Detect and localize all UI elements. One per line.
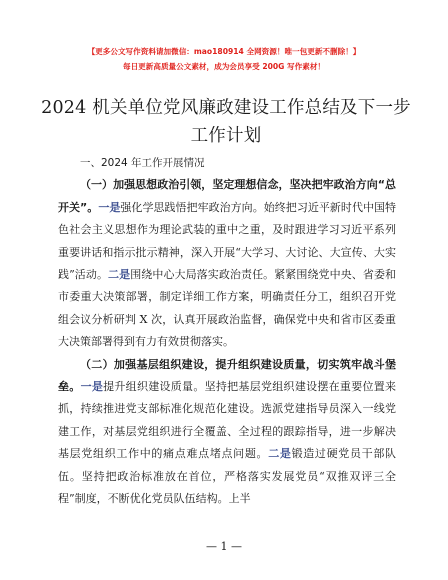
paragraph-2-heading: （二）加强基层组织建设，提升组织建设质量，切实筑牢战斗堡垒。 [58,357,396,394]
paragraph-1-lead-2: 二是 [108,268,131,282]
paragraph-1 [58,174,396,353]
paragraph-2-lead: 一是 [80,380,104,394]
paragraph-1-text: 强化学思践悟把牢政治方向。始终把习近平新时代中国特色社会主义思想作为理论武装的重中之重，及时跟进学习习近平系列重要讲话和指示批示精神，深入开展“大学习、大讨论、大宣传、大实践”活动。 [58,200,397,282]
paragraph-2 [58,354,396,511]
paragraph-1-text-2: 围绕中心大局落实政治责任。紧紧围绕党中央、省委和市委重大决策部署，制定详细工作方案，明确责任分工，组织召开党组会议分析研判 X 次，认真开展政治监督，确保党中央和省市区委重大决策部署得到有力有效贯彻落实。 [58,268,397,349]
promo-line-1: 【更多公文写作资料请加微信：mao180914 全网资源！唯一包更新不删除！】 [87,47,361,56]
paragraph-2-text-2: 锻造过硬党员干部队伍。坚持把政治标准放在首位，严格落实发展党员“双推双评三全程”制度，不断优化党员队伍结构。上半 [58,447,397,506]
document-title: 2024 机关单位党风廉政建设工作总结及下一步工作计划 [41,98,411,146]
document-body [58,152,396,511]
paragraph-1-lead: 一是 [98,200,121,214]
page-number: — 1 — [206,540,242,553]
paragraph-2-text: 提升组织建设质量。坚持把基层党组织建设摆在重要位置来抓，持续推进党支部标准化规范化建设。选派党建指导员深入一线党建工作，对基层党组织进行全覆盖、全过程的跟踪指导，进一步解决基层党组织工作中的痛点难点堵点问题。 [58,380,397,461]
paragraph-2-lead-2: 二是 [268,447,292,461]
section-heading: 一、2024 年工作开展情况 [80,157,205,169]
promo-line-2: 每日更新高质量公文素材，成为会员享受 200G 写作素材！ [122,62,326,71]
paragraph-1-heading: （一）加强思想政治引领，坚定理想信念，坚决把牢政治方向“总开关”。 [58,178,396,214]
promo-banner [0,44,448,74]
